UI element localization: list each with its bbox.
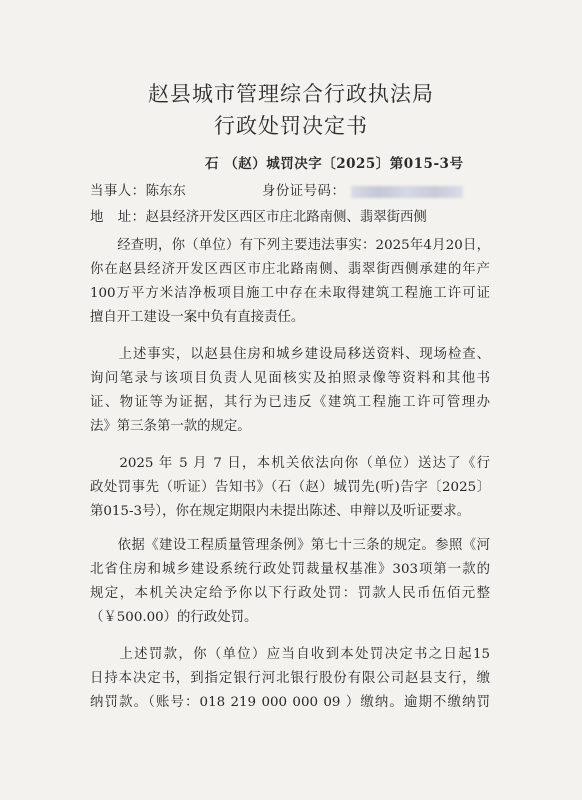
text-line: 经查明，你（单位）有下列主要违法事实：2025年4月20日， bbox=[90, 238, 490, 253]
text-line: 询问笔录与该项目负责人见面核实及拍照录像等资料和其他书 bbox=[90, 371, 490, 386]
party-address-row bbox=[90, 206, 427, 225]
text-line: 法》第三条第一款的规定。 bbox=[90, 419, 251, 434]
text-line: 证、物证等为证据，其行为已违反《建筑工程施工许可管理办 bbox=[90, 395, 490, 410]
party-address-value: 赵县经济开发区西区市庄北路南侧、翡翠街西侧 bbox=[145, 210, 427, 225]
party-id-row bbox=[262, 180, 463, 199]
paragraph-evidence bbox=[90, 343, 490, 439]
paragraph-payment bbox=[90, 643, 490, 715]
agency-title: 赵县城市管理综合行政执法局 bbox=[148, 82, 434, 106]
text-line: 规定，本机关决定给予你以下行政处罚：罚款人民币伍佰元整 bbox=[90, 586, 490, 601]
text-line: （￥500.00）的行政处罚。 bbox=[90, 610, 258, 625]
party-id-label: 身份证号码： bbox=[262, 184, 346, 199]
party-name-row bbox=[90, 180, 186, 199]
redacted-id-number bbox=[351, 186, 463, 198]
text-line: 日持本决定书，到指定银行河北银行股份有限公司赵县支行，缴 bbox=[90, 671, 490, 686]
text-line: 政处罚事先（听证）告知书》（石（赵）城罚先(听)告字〔2025〕 bbox=[90, 480, 490, 495]
text-line: 100万平方米洁净板项目施工中存在未取得建筑工程施工许可证 bbox=[90, 286, 490, 301]
text-line: 第015-3号），你在规定期限内未提出陈述、申辩以及听证要求。 bbox=[90, 504, 471, 519]
document-title: 行政处罚决定书 bbox=[214, 114, 368, 138]
text-line: 北省住房和城乡建设系统行政处罚裁量权基准》303项第一款的 bbox=[90, 562, 490, 577]
paragraph-facts bbox=[90, 234, 490, 330]
document-number: 石 （赵）城罚决字〔2025〕第015-3号 bbox=[205, 156, 464, 172]
text-line: 上述事实，以赵县住房和城乡建设局移送资料、现场检查、 bbox=[90, 347, 490, 362]
text-line: 2025 年 5 月 7 日，本机关依法向你（单位）送达了《行 bbox=[90, 456, 490, 471]
party-name-value: 陈东东 bbox=[145, 184, 186, 199]
paragraph-notice bbox=[90, 452, 490, 524]
text-line: 依据《建设工程质量管理条例》第七十三条的规定。参照《河 bbox=[90, 538, 490, 553]
party-name-label: 当事人： bbox=[90, 184, 146, 199]
text-line: 上述罚款，你（单位）应当自收到本处罚决定书之日起15 bbox=[90, 647, 490, 662]
text-line: 擅自开工建设一案中负有直接责任。 bbox=[90, 310, 305, 325]
text-line: 你在赵县经济开发区西区市庄北路南侧、翡翠街西侧承建的年产 bbox=[90, 262, 490, 277]
text-line: 纳罚款。（账号：018 219 000 000 09 ）缴纳。逾期不缴纳罚 bbox=[90, 695, 490, 710]
party-address-label: 地 址： bbox=[90, 210, 146, 225]
paragraph-decision bbox=[90, 534, 490, 630]
